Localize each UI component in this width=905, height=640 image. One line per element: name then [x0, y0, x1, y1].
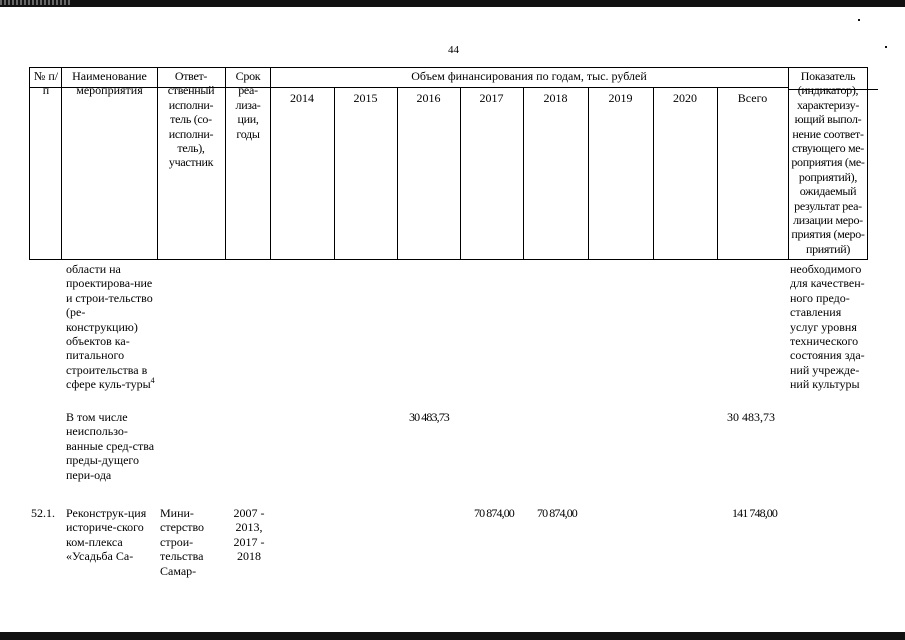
- row1-name: [66, 262, 156, 392]
- years-top-rule: [270, 87, 788, 88]
- scan-speck: [885, 46, 887, 48]
- year-2017: 2017: [479, 91, 504, 105]
- row1-indicator: необходимого для качествен-ного предо-ставления услуг уровня технического состояния зда-ний учрежде-ний культуры: [790, 262, 865, 392]
- year-2015: 2015: [353, 91, 378, 105]
- row1-name-text: области на проектирова-ние и строи-тельство (ре-конструкцию) объектов ка-питального строительства в сфере куль-туры: [66, 262, 153, 392]
- year-2014: 2014: [290, 91, 314, 105]
- col-rule: [717, 88, 718, 260]
- row3-2017-value: 70 874,00: [474, 506, 514, 520]
- col-rule: [157, 67, 158, 260]
- col-rule: [334, 88, 335, 260]
- row2-2016-value: 30 483,73: [409, 410, 449, 424]
- row3-2018-value: 70 874,00: [537, 506, 577, 520]
- year-2016: 2016: [416, 91, 441, 105]
- col-rule: [225, 67, 226, 260]
- scan-border-top: [0, 0, 905, 7]
- year-2018: 2018: [543, 91, 568, 105]
- header-name: Наименование мероприятия: [72, 69, 147, 98]
- row2-total-value: 30 483,73: [727, 410, 775, 424]
- row3-term: 2007 - 2013, 2017 - 2018: [233, 506, 265, 564]
- year-2019: 2019: [608, 91, 633, 105]
- row3-num: 52.1.: [31, 506, 55, 520]
- col-rule: [397, 88, 398, 260]
- col-rule: [460, 88, 461, 260]
- scan-corner-artifact: [0, 0, 70, 5]
- col-rule: [653, 88, 654, 260]
- col-rule: [588, 88, 589, 260]
- footnote-marker: 4: [150, 376, 155, 386]
- header-term: Срок реа-лиза-ции, годы: [235, 69, 261, 141]
- page-number: 44: [448, 44, 459, 56]
- header-num: № п/п: [33, 69, 59, 98]
- year-total: Всего: [737, 91, 768, 105]
- col-rule: [867, 67, 868, 260]
- scan-speck: [858, 19, 860, 21]
- row3-name: Реконструк-ция историче-ского ком-плекса «Усадьба Са-: [66, 506, 147, 564]
- col-rule: [523, 88, 524, 260]
- header-indicator: Показатель (индикатор), характеризу-ющий выпол-нение соответ-ствующего ме-роприятия (ме-роприятий), ожидаемый результат реа-лизации меро-приятия (меро-приятий): [791, 69, 865, 256]
- year-2020: 2020: [673, 91, 697, 105]
- row3-total-value: 141 748,00: [732, 506, 778, 520]
- scan-border-bottom: [0, 632, 905, 640]
- col-rule: [29, 67, 30, 260]
- header-funding: Объем финансирования по годам, тыс. рублей: [411, 69, 647, 83]
- header-responsible: Ответ-ственный исполни-тель (со-исполни-тель), участник: [167, 69, 215, 170]
- table-top-rule: [29, 67, 867, 68]
- row2-name: В том числе неиспользо-ванные сред-ства преды-дущего пери-ода: [66, 410, 155, 482]
- header-bottom-rule: [29, 259, 867, 260]
- row3-responsible: Мини-стерство строи-тельства Самар-: [160, 506, 205, 578]
